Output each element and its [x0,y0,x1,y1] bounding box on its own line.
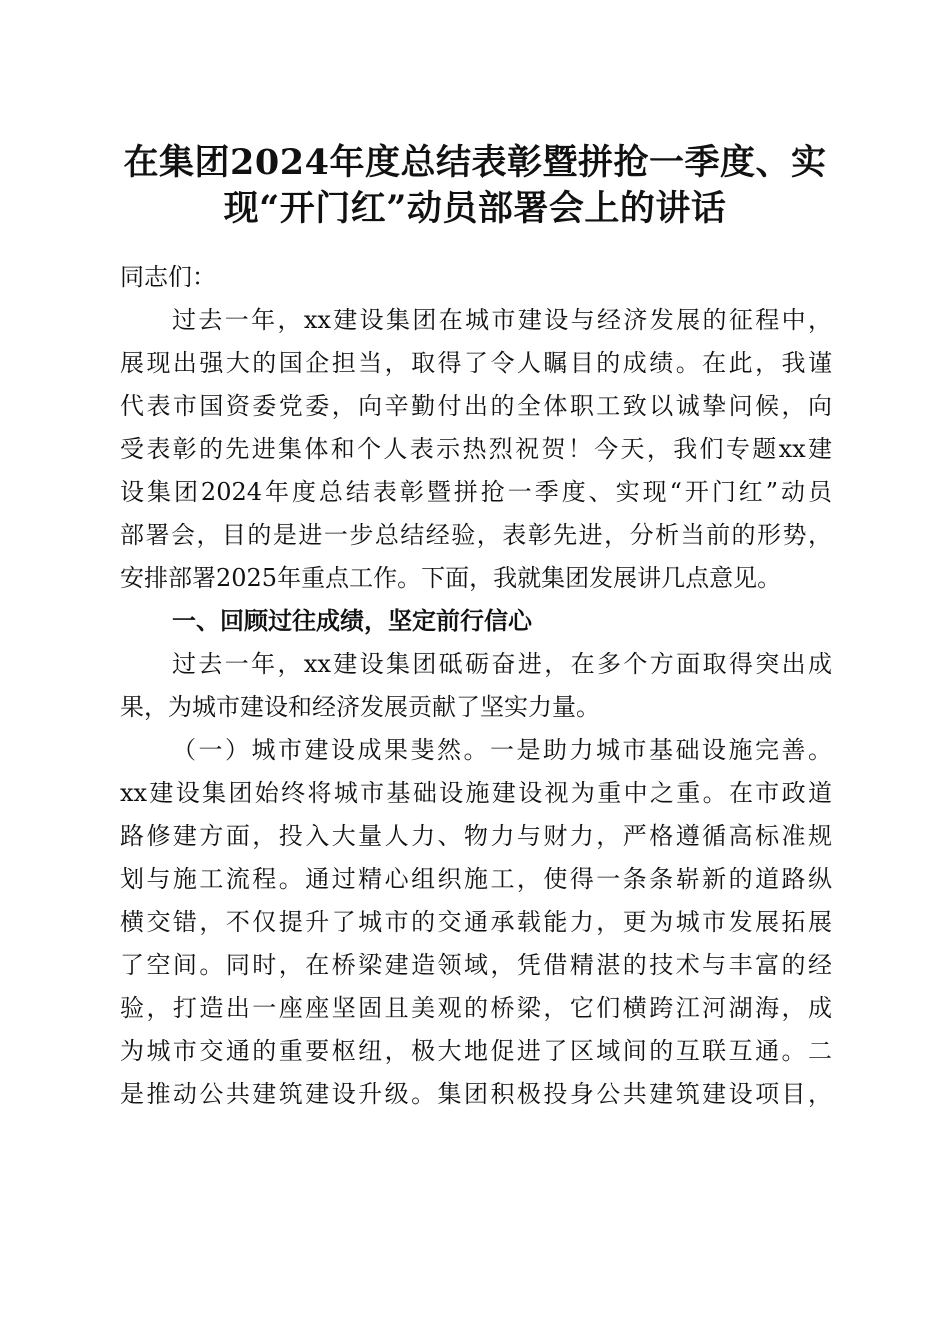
text-line: 路修建方面，投入大量人力、物力与财力，严格遵循高标准规 [120,822,832,850]
text-line: 过去一年，xx建设集团在城市建设与经济发展的征程中， [172,306,832,334]
text-line: 安排部署2025年重点工作。下面，我就集团发展讲几点意见。 [120,564,782,592]
text-line: 展现出强大的国企担当，取得了令人瞩目的成绩。在此，我谨 [120,349,832,377]
text-line: 代表市国资委党委，向辛勤付出的全体职工致以诚挚问候，向 [120,392,832,420]
section-heading: 一、回顾过往成绩，坚定前行信心 [172,607,532,635]
text-line: 受表彰的先进集体和个人表示热烈祝贺！今天，我们专题xx建 [120,435,832,463]
section-intro-paragraph [120,643,832,729]
text-line: 过去一年，xx建设集团砥砺奋进，在多个方面取得突出成 [172,650,832,678]
title-line-2: 现“开门红”动员部署会上的讲话 [223,188,727,229]
document-title [100,140,850,232]
title-line-1: 在集团2024年度总结表彰暨拼抢一季度、实 [123,142,827,183]
subsection-paragraph [120,729,832,1116]
text-line: 验，打造出一座座坚固且美观的桥梁，它们横跨江河湖海，成 [120,994,832,1022]
text-line: 横交错，不仅提升了城市的交通承载能力，更为城市发展拓展 [120,908,832,936]
opening-paragraph [120,299,832,600]
text-line: 部署会，目的是进一步总结经验，表彰先进，分析当前的形势， [120,521,832,549]
text-line: （一）城市建设成果斐然。一是助力城市基础设施完善。 [172,736,832,764]
document-body [120,256,832,1116]
text-line: 是推动公共建筑建设升级。集团积极投身公共建筑建设项目， [120,1080,832,1108]
text-line: 划与施工流程。通过精心组织施工，使得一条条崭新的道路纵 [120,865,832,893]
text-line: 为城市交通的重要枢纽，极大地促进了区域间的互联互通。二 [120,1037,832,1065]
salutation: 同志们： [120,263,216,291]
text-line: 了空间。同时，在桥梁建造领域，凭借精湛的技术与丰富的经 [120,951,832,979]
text-line: 果，为城市建设和经济发展贡献了坚实力量。 [120,693,600,721]
text-line: xx建设集团始终将城市基础设施建设视为重中之重。在市政道 [120,779,832,807]
text-line: 设集团2024年度总结表彰暨拼抢一季度、实现“开门红”动员 [120,478,832,506]
